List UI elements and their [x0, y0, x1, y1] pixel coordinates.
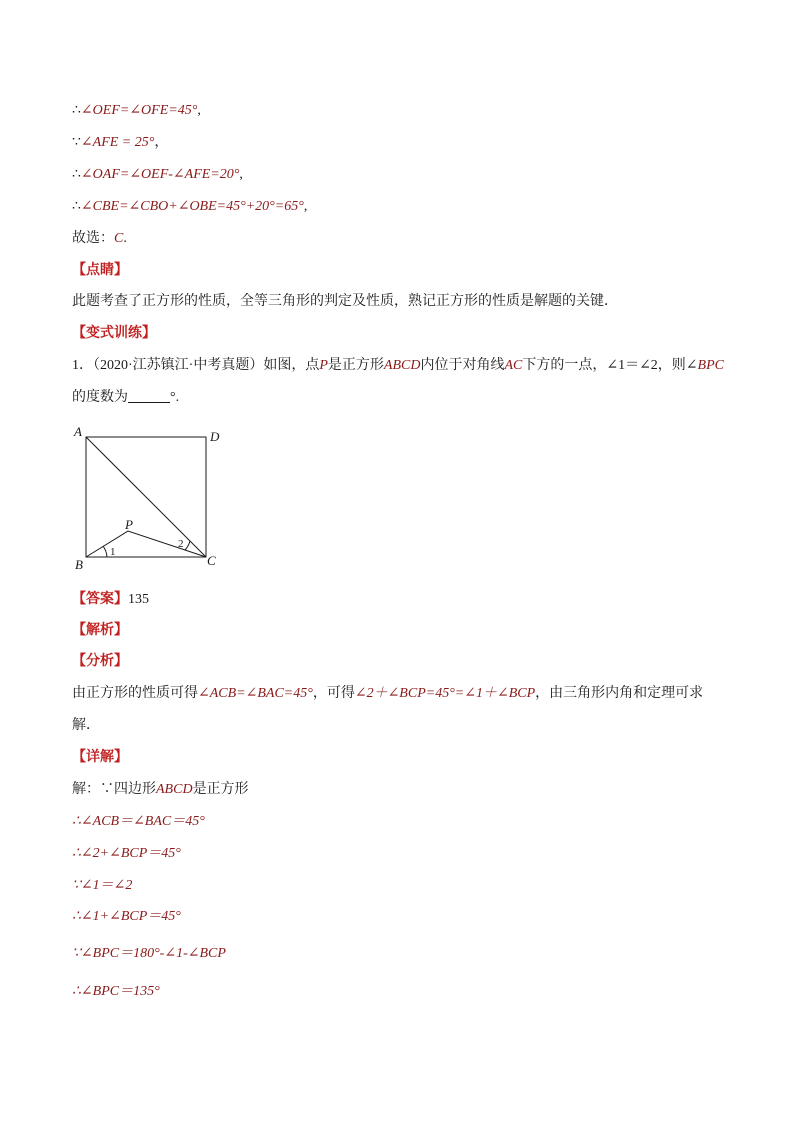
label-angle-2: 2: [178, 538, 184, 550]
choice-line: 故选：C.: [72, 231, 127, 246]
math-expression: ∠AFE = 25°: [80, 135, 155, 150]
derivation-line-1: ∴∠OEF=∠OFE=45°,: [72, 103, 201, 118]
angle-2-arc: [185, 541, 190, 550]
dianjing-text: 此题考查了正方形的性质，全等三角形的判定及性质，熟记正方形的性质是解题的关键．: [72, 294, 618, 309]
solution-step-7: ∴∠BPC＝135°: [72, 984, 160, 999]
fenxi-text: 由正方形的性质可得∠ACB=∠BAC=45°，可得∠2＋∠BCP=45°=∠1＋∠BCP，由三角形内角和定理可求: [72, 686, 704, 701]
triangle-bpc: [86, 531, 206, 557]
xiangjie-heading: 【详解】: [72, 750, 128, 765]
choice-letter: C: [114, 231, 124, 246]
math-expression: ∠OAF=∠OEF-∠AFE=20°: [80, 167, 240, 182]
solution-step-3: ∴∠2+∠BCP＝45°: [72, 846, 181, 861]
dianjing-heading: 【点睛】: [72, 263, 128, 278]
derivation-line-2: ∵∠AFE = 25°，: [72, 135, 169, 150]
answer-line: [72, 590, 149, 610]
solution-step-5: ∴∠1+∠BCP＝45°: [72, 909, 181, 924]
solution-step-2: ∴∠ACB＝∠BAC＝45°: [72, 814, 205, 829]
diagonal-ac: [86, 437, 206, 557]
fenxi-heading: 【分析】: [72, 654, 128, 669]
label-c: C: [207, 553, 216, 568]
label-angle-1: 1: [110, 546, 116, 558]
question-text: 1．（2020·江苏镇江·中考真题）如图，点P是正方形ABCD内位于对角线AC下方的一点，∠1＝∠2，则∠BPC: [72, 358, 724, 373]
label-b: B: [75, 557, 83, 572]
question-text-line-2: 的度数为 °.: [72, 390, 180, 405]
variant-training-heading: 【变式训练】: [72, 326, 156, 341]
fenxi-text-line-2: 解．: [72, 718, 100, 733]
label-a: A: [74, 425, 82, 439]
analysis-heading: 【解析】: [72, 623, 128, 638]
label-d: D: [210, 429, 220, 444]
label-p: P: [125, 517, 133, 532]
answer-heading: 【答案】: [72, 592, 128, 607]
answer-value: 135: [128, 592, 149, 607]
math-expression: ∠OEF=∠OFE=45°: [80, 103, 198, 118]
square-figure: [72, 425, 232, 573]
solution-step-4: ∵∠1＝∠2: [72, 878, 133, 893]
angle-1-arc: [103, 546, 107, 557]
math-expression: ∠CBE=∠CBO+∠OBE=45°+20°=65°: [80, 199, 304, 214]
solution-step-1: 解：∵四边形ABCD是正方形: [72, 782, 249, 797]
derivation-line-3: ∴∠OAF=∠OEF-∠AFE=20°,: [72, 167, 243, 182]
solution-step-6: ∵∠BPC＝180°-∠1-∠BCP: [72, 946, 226, 961]
answer-blank: [128, 388, 170, 403]
derivation-line-4: ∴∠CBE=∠CBO+∠OBE=45°+20°=65°,: [72, 199, 308, 214]
